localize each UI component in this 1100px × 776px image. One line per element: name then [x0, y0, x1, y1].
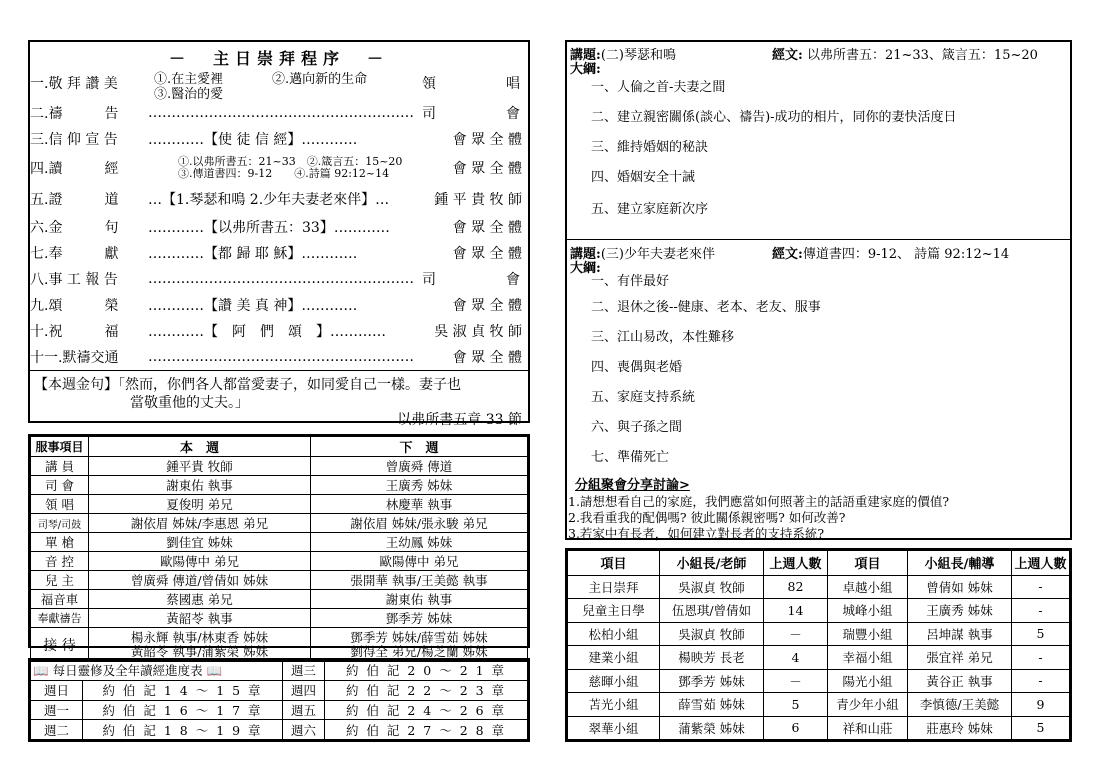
table-header-cell: 上週人數 — [764, 551, 828, 576]
order-item-content: …………【都 歸 耶 穌】………… — [148, 246, 358, 262]
table-row — [31, 495, 528, 514]
order-item-2 — [30, 100, 528, 126]
table-cell: 李慎德/王美懿 — [908, 693, 1012, 716]
sermon-title: (三)少年夫妻老來伴 — [600, 247, 715, 262]
text-value: 黃韶苓 執事/蒲紫榮 姊妹 — [130, 643, 269, 659]
order-item-3 — [30, 126, 528, 152]
table-cell: 莊惠玲 姊妹 — [908, 716, 1012, 739]
table-row — [31, 457, 528, 476]
outline-point: 二、建立親密關係(談心、禱告)-成功的相片，同你的妻快活度日 — [591, 110, 957, 125]
weekly-verse-line-1: 【本週金句】「然而，你們各人都當愛妻子，如同愛自己一樣。妻子也 — [34, 377, 461, 393]
order-item-content: …【1.琴瑟和鳴 2.少年夫妻老來伴】… — [148, 192, 390, 208]
table-row — [568, 599, 1070, 622]
scripture-text: 傳道書四：9-12、 詩篇 92:12~14 — [802, 247, 1010, 262]
table-cell: 奉獻禱告 — [31, 609, 89, 628]
discussion-question: 2.我看重我的配偶嗎? 彼此關係親密嗎? 如何改善? — [568, 510, 846, 525]
order-item-9 — [30, 292, 528, 318]
table-cell: 約 伯 記 2 2 ～ 2 3 章 — [325, 680, 528, 700]
order-item-name: 五.證 道 — [30, 192, 119, 208]
table-cell: 4 — [764, 646, 828, 669]
table-cell: 歐陽傳中 弟兄 — [311, 552, 528, 571]
table-header — [568, 551, 1070, 576]
order-item-leader — [418, 103, 528, 123]
order-item-name: 八.事 工 報 告 — [30, 272, 118, 288]
table-cell: 王廣秀 姊妹 — [908, 599, 1012, 622]
outline-point: 四、喪偶與老婚 — [591, 360, 683, 375]
order-item-4 — [30, 152, 528, 184]
order-item-content: …………【 阿 們 頌 】………… — [148, 324, 386, 340]
table-cell: 青少年小組 — [828, 693, 908, 716]
table-row-reception — [31, 628, 528, 662]
sermon-label: 講題: — [570, 48, 601, 63]
order-item-song-2: ②.邁向新的生命 — [272, 72, 368, 87]
outline-point: 三、維持婚姻的秘訣 — [591, 140, 709, 155]
scripture-label: 經文: — [772, 48, 803, 63]
book-icon: 📖 — [33, 663, 49, 679]
table-cell: 約 伯 記 1 8 ～ 1 9 章 — [83, 720, 283, 740]
order-item-scripture-2: ③.傳道書四：9-12 ④.詩篇 92:12~14 — [178, 167, 390, 180]
table-cell: 鄧季芳 姊妹 — [660, 669, 764, 692]
table-cell: 兒童主日學 — [568, 599, 660, 622]
discussion-title: 分組聚會分享討論> — [575, 478, 690, 493]
order-item-content: …………【讚 美 真 神】………… — [148, 298, 358, 314]
order-item-song-3: ③.醫治的愛 — [154, 87, 224, 102]
order-item-content: …………【以弗所書五：33】………… — [148, 220, 390, 236]
table-row — [568, 716, 1070, 739]
table-cell: 蔡國惠 弟兄 — [89, 590, 311, 609]
table-cell: 約 伯 記 2 0 ～ 2 1 章 — [325, 661, 528, 681]
order-item-leader: 會 眾 全 體 — [452, 220, 522, 236]
order-item-1 — [30, 68, 528, 102]
weekly-verse-reference: 以弗所書五章 33 節 — [397, 412, 522, 428]
table-cell: 週日 — [31, 680, 83, 700]
table-cell: 5 — [1012, 716, 1070, 739]
table-cell: 主日崇拜 — [568, 575, 660, 598]
table-cell: 伍恩琪/曾倩如 — [660, 599, 764, 622]
table-row — [31, 514, 528, 533]
table-cell: 劉佳宜 姊妹 — [89, 533, 311, 552]
table-row — [31, 700, 528, 720]
table-cell: 建業小組 — [568, 646, 660, 669]
order-item-content: …………【使 徒 信 經】………… — [148, 132, 358, 148]
table-cell: 鍾平貴 牧師 — [89, 457, 311, 476]
order-item-5 — [30, 186, 528, 212]
table-cell: 單 槍 — [31, 533, 89, 552]
table-cell: 歐陽傳中 弟兄 — [89, 552, 311, 571]
table-row — [31, 552, 528, 571]
sermon-1 — [567, 42, 1070, 240]
table-cell: 瑞豐小組 — [828, 622, 908, 645]
text-value: 唱 — [506, 76, 520, 92]
order-item-leader: 吳 淑 貞 牧 師 — [434, 324, 522, 340]
table-cell: 夏俊明 弟兄 — [89, 495, 311, 514]
table-row — [31, 609, 528, 628]
table-row — [568, 646, 1070, 669]
table-cell: - — [1012, 599, 1070, 622]
order-item-leader: 會 眾 全 體 — [452, 132, 522, 148]
table-header-cell: 小組長/輔導 — [908, 551, 1012, 576]
table-header-cell: 項目 — [568, 551, 660, 576]
text-value: 司 — [422, 272, 436, 288]
text-value: 楊永輝 執事/林東香 姊妹 — [130, 629, 269, 645]
table-cell: 鄧季芳 姊妹 — [311, 609, 528, 628]
weekly-verse — [30, 370, 528, 428]
table-cell: - — [1012, 669, 1070, 692]
table-cell: 卓越小組 — [828, 575, 908, 598]
table-cell: 祥和山莊 — [828, 716, 908, 739]
table-header-cell: 上週人數 — [1012, 551, 1070, 576]
table-cell: 謝東佑 執事 — [311, 590, 528, 609]
outline-point: 一、人倫之首-夫妻之間 — [591, 80, 726, 95]
text-value: 領 — [422, 76, 436, 92]
order-item-name: 三.信 仰 宣 告 — [30, 132, 118, 148]
table-cell: 吳淑貞 牧師 — [660, 622, 764, 645]
table-cell — [89, 628, 311, 662]
table-cell: 謝東佑 執事 — [89, 476, 311, 495]
table-cell: 福音車 — [31, 590, 89, 609]
table-cell: 週一 — [31, 700, 83, 720]
order-item-name: 二.禱 告 — [30, 106, 119, 122]
table-cell: 王幼鳳 姊妹 — [311, 533, 528, 552]
header-this-week: 本 週 — [89, 437, 311, 457]
table-cell: 週五 — [283, 700, 325, 720]
discussion-section — [567, 474, 1070, 541]
order-item-leader: 會 眾 全 體 — [452, 246, 522, 262]
table-row — [31, 533, 528, 552]
text-value: 會 — [506, 106, 520, 122]
order-item-leader — [418, 269, 528, 289]
small-groups-panel — [565, 548, 1072, 742]
text-value: 司 — [422, 106, 436, 122]
sermon-title: (二)琴瑟和鳴 — [600, 48, 676, 63]
table-cell: 松柏小組 — [568, 622, 660, 645]
table-cell: 週六 — [283, 720, 325, 740]
table-row — [31, 661, 528, 681]
table-cell: 張開華 執事/王美懿 執事 — [311, 571, 528, 590]
table-cell: 張宜祥 弟兄 — [908, 646, 1012, 669]
table-cell: 領 唱 — [31, 495, 89, 514]
order-item-6 — [30, 214, 528, 240]
book-icon: 📖 — [206, 663, 223, 679]
table-cell: 慈暉小組 — [568, 669, 660, 692]
order-item-scripture-1: ①.以弗所書五：21~33 ②.箴言五：15~20 — [178, 155, 403, 168]
table-cell: 城峰小組 — [828, 599, 908, 622]
table-cell: 曾廣舜 傳道/曾倩如 姊妹 — [89, 571, 311, 590]
table-cell: 週二 — [31, 720, 83, 740]
order-item-name: 六.金 句 — [30, 220, 119, 236]
table-cell: 曾廣舜 傳道 — [311, 457, 528, 476]
order-item-name: 十.祝 福 — [30, 324, 119, 340]
table-cell: 司 會 — [31, 476, 89, 495]
text-value: 劉得全 弟兄/楊芝蘭 姊妹 — [350, 643, 488, 659]
table-cell: 謝依眉 姊妹/李惠恩 弟兄 — [89, 514, 311, 533]
table-cell: 呂坤謀 執事 — [908, 622, 1012, 645]
outline-label: 大綱: — [570, 261, 601, 276]
table-cell: 翠華小組 — [568, 716, 660, 739]
table-cell: 幸福小組 — [828, 646, 908, 669]
order-item-name: 四.讀 經 — [30, 161, 119, 177]
small-groups-table — [567, 550, 1070, 740]
outline-label: 大綱: — [570, 62, 601, 77]
order-item-11 — [30, 344, 528, 370]
outline-point: 七、準備死亡 — [591, 450, 670, 465]
table-cell: 苫光小組 — [568, 693, 660, 716]
discussion-question: 3.若家中有長者，如何建立對長者的支持系統? — [568, 526, 825, 541]
order-item-song-1: ①.在主愛裡 — [154, 72, 224, 87]
table-cell: 楊映芳 長老 — [660, 646, 764, 669]
table-row — [31, 680, 528, 700]
outline-point: 四、婚姻安全十誡 — [591, 170, 696, 185]
order-item-leader — [418, 73, 528, 93]
table-header-cell: 項目 — [828, 551, 908, 576]
reading-plan-table — [30, 660, 528, 740]
table-cell: 14 — [764, 599, 828, 622]
table-cell: - — [1012, 646, 1070, 669]
order-item-content: ………………………………………………… — [148, 271, 414, 287]
scripture-text: 以弗所書五：21~33、箴言五：15~20 — [806, 48, 1038, 63]
order-item-content: ………………………………………………… — [148, 349, 414, 365]
table-cell: 林慶華 執事 — [311, 495, 528, 514]
outline-point: 二、退休之後--健康、老本、老友、服事 — [591, 300, 821, 315]
order-item-content: ………………………………………………… — [148, 105, 414, 121]
table-cell: 薛雪茹 姊妹 — [660, 693, 764, 716]
table-cell — [311, 628, 528, 662]
table-cell — [31, 661, 283, 681]
table-row — [568, 669, 1070, 692]
table-cell: 司琴/司鼓 — [31, 514, 89, 533]
table-cell: 音 控 — [31, 552, 89, 571]
order-item-leader: 會 眾 全 體 — [452, 298, 522, 314]
order-item-name: 七.奉 獻 — [30, 246, 119, 262]
table-row — [568, 693, 1070, 716]
table-header — [31, 437, 528, 457]
table-cell: 5 — [1012, 622, 1070, 645]
table-header-cell: 小組長/老師 — [660, 551, 764, 576]
table-cell: 王廣秀 姊妹 — [311, 476, 528, 495]
table-row — [31, 720, 528, 740]
worship-order-title: － 主日崇拜程序 － — [168, 49, 389, 68]
order-item-name: 九.頌 榮 — [30, 298, 119, 314]
table-cell: 週三 — [283, 661, 325, 681]
table-cell: 週四 — [283, 680, 325, 700]
order-item-leader: 鍾 平 貴 牧 師 — [434, 192, 522, 208]
order-item-8 — [30, 266, 528, 292]
worship-order-panel — [28, 40, 530, 428]
table-cell: 蒲紫榮 姊妹 — [660, 716, 764, 739]
table-cell: 9 — [1012, 693, 1070, 716]
table-cell: 6 — [764, 716, 828, 739]
order-item-10 — [30, 318, 528, 344]
text-value: 會 — [506, 272, 520, 288]
table-cell: － — [764, 622, 828, 645]
reading-plan-panel — [28, 658, 530, 742]
table-cell: 接 待 — [31, 628, 89, 662]
scripture-label: 經文: — [772, 247, 803, 262]
table-cell: 約 伯 記 1 4 ～ 1 5 章 — [83, 680, 283, 700]
table-cell: 吳淑貞 牧師 — [660, 575, 764, 598]
weekly-verse-line-2: 當敬重他的丈夫。」 — [130, 395, 249, 411]
text-value: 鄧季芳 姊妹/薛雪茹 姊妹 — [350, 629, 488, 645]
sermon-panel — [565, 40, 1072, 540]
order-item-7 — [30, 240, 528, 266]
sermon-label: 講題: — [570, 247, 601, 262]
discussion-question: 1.請想想看自己的家庭，我們應當如何照著主的話語重建家庭的價值? — [568, 494, 950, 509]
table-cell: 兒 主 — [31, 571, 89, 590]
table-cell: － — [764, 669, 828, 692]
table-cell: 約 伯 記 1 6 ～ 1 7 章 — [83, 700, 283, 720]
table-row — [31, 476, 528, 495]
table-row — [31, 590, 528, 609]
service-schedule-table — [30, 436, 528, 662]
table-cell: 黃谷正 執事 — [908, 669, 1012, 692]
outline-point: 五、建立家庭新次序 — [591, 202, 709, 217]
header-item: 服事項目 — [31, 437, 89, 457]
table-cell: 陽光小組 — [828, 669, 908, 692]
outline-point: 五、家庭支持系統 — [591, 390, 696, 405]
service-schedule-panel — [28, 434, 530, 659]
table-cell: 曾倩如 姊妹 — [908, 575, 1012, 598]
order-item-leader: 會 眾 全 體 — [452, 161, 522, 177]
table-row — [568, 622, 1070, 645]
outline-point: 六、與子孫之間 — [591, 420, 683, 435]
order-item-leader: 會 眾 全 體 — [452, 350, 522, 366]
header-next-week: 下 週 — [311, 437, 528, 457]
table-row — [568, 575, 1070, 598]
table-cell: 講 員 — [31, 457, 89, 476]
table-cell: 82 — [764, 575, 828, 598]
table-cell: - — [1012, 575, 1070, 598]
order-item-name: 十一.默禱交通 — [30, 350, 119, 366]
sermon-2 — [567, 240, 1070, 476]
outline-point: 三、江山易改，本性難移 — [591, 330, 735, 345]
outline-point: 一、有伴最好 — [591, 274, 670, 289]
table-row — [31, 571, 528, 590]
order-item-name: 一.敬 拜 讚 美 — [30, 76, 118, 92]
table-cell: 約 伯 記 2 7 ～ 2 8 章 — [325, 720, 528, 740]
reading-plan-title: 每日靈修及全年讀經進度表 — [52, 663, 203, 679]
table-cell: 謝依眉 姊妹/張永駿 弟兄 — [311, 514, 528, 533]
table-cell: 5 — [764, 693, 828, 716]
table-cell: 黃韶苓 執事 — [89, 609, 311, 628]
table-cell: 約 伯 記 2 4 ～ 2 6 章 — [325, 700, 528, 720]
